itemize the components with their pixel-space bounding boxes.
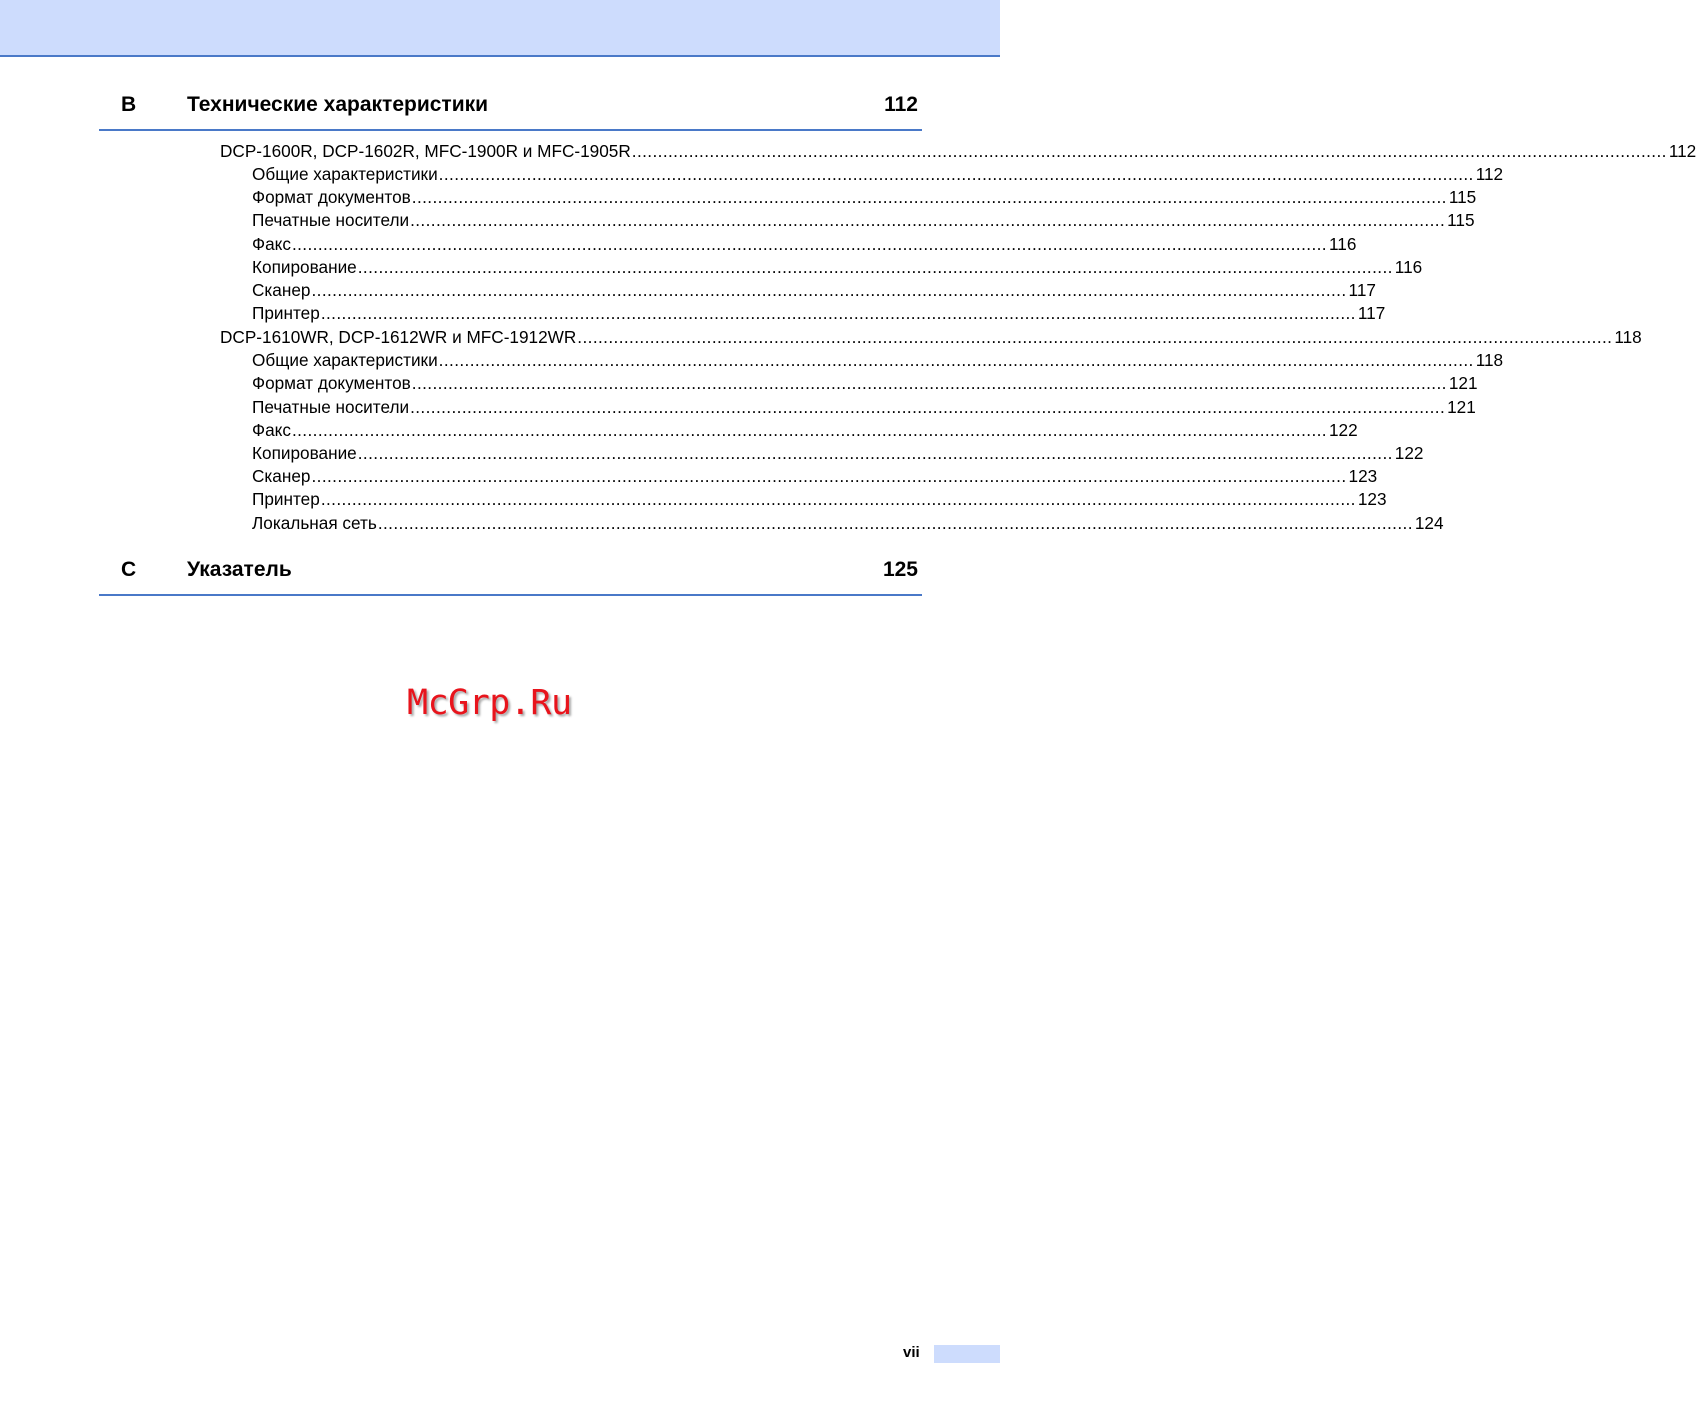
toc-entry-label: Принтер [252, 303, 320, 323]
toc-entry-label: Сканер [252, 280, 311, 300]
leader-dots: ........................................................................................................................................................................................................ [411, 373, 1447, 393]
toc-entry-page: 121 [1447, 397, 1476, 417]
toc-entry-label: Принтер [252, 489, 320, 509]
toc-section-c[interactable] [99, 558, 922, 596]
leader-dots: ........................................................................................................................................................................................................ [357, 257, 1393, 277]
toc-entry-label: Копирование [252, 257, 357, 277]
leader-dots: ........................................................................................................................................................................................................ [577, 327, 1613, 347]
toc-entry-page: 115 [1447, 210, 1475, 230]
toc-entry-scanner[interactable] [252, 277, 1376, 300]
leader-dots: ........................................................................................................................................................................................................ [410, 210, 1446, 230]
footer-tab [934, 1345, 1000, 1363]
toc-entry-page: 116 [1328, 234, 1357, 254]
leader-dots: ........................................................................................................................................................................................................ [377, 513, 1413, 533]
toc-entry-page: 117 [1357, 303, 1386, 323]
toc-entry-copy[interactable] [252, 440, 1424, 463]
leader-dots: ........................................................................................................................................................................................................ [631, 141, 1667, 161]
leader-dots: ........................................................................................................................................................................................................ [410, 397, 1446, 417]
leader-dots: ........................................................................................................................................................................................................ [438, 164, 1474, 184]
toc-entry-fax[interactable] [252, 417, 1358, 440]
leader-dots: ........................................................................................................................................................................................................ [320, 303, 1356, 323]
toc-entry-page: 118 [1475, 350, 1504, 370]
toc-entry-label: Общие характеристики [252, 164, 438, 184]
toc-entry-scanner[interactable] [252, 463, 1378, 486]
toc-entry-doc-format[interactable] [252, 184, 1477, 207]
toc-entry-dcp1610wr[interactable] [220, 324, 1642, 347]
toc-entry-page: 112 [1475, 164, 1504, 184]
toc-entry-label: Факс [252, 420, 291, 440]
toc-entry-label: Факс [252, 234, 291, 254]
section-page: 125 [882, 558, 918, 581]
leader-dots: ........................................................................................................................................................................................................ [291, 420, 1327, 440]
toc-entry-page: 121 [1448, 373, 1478, 393]
toc-entry-print-media[interactable] [252, 207, 1475, 230]
toc-entry-lan[interactable] [252, 510, 1444, 533]
toc-entry-label: Печатные носители [252, 397, 410, 417]
watermark-text: McGrp.Ru [407, 683, 572, 723]
page-number: vii [903, 1344, 920, 1361]
toc-entry-page: 122 [1328, 420, 1358, 440]
toc-entry-page: 117 [1348, 280, 1376, 300]
header-band [0, 0, 1000, 57]
toc-entry-dcp1600r[interactable] [220, 138, 1696, 161]
leader-dots: ........................................................................................................................................................................................................ [411, 187, 1447, 207]
leader-dots: ........................................................................................................................................................................................................ [311, 280, 1347, 300]
section-page: 112 [884, 93, 918, 116]
leader-dots: ........................................................................................................................................................................................................ [320, 489, 1356, 509]
leader-dots: ........................................................................................................................................................................................................ [311, 466, 1347, 486]
leader-dots: ........................................................................................................................................................................................................ [291, 234, 1327, 254]
toc-entry-page: 116 [1394, 257, 1423, 277]
toc-entry-label: Копирование [252, 443, 357, 463]
leader-dots: ........................................................................................................................................................................................................ [438, 350, 1474, 370]
toc-entry-label: Локальная сеть [252, 513, 377, 533]
section-letter: B [121, 93, 137, 116]
toc-entry-label: Формат документов [252, 373, 411, 393]
toc-entry-page: 118 [1614, 327, 1642, 347]
toc-entry-label: DCP-1600R, DCP-1602R, MFC-1900R и MFC-1905R [220, 141, 631, 161]
toc-entry-page: 122 [1394, 443, 1424, 463]
toc-entry-page: 123 [1348, 466, 1378, 486]
section-letter: C [121, 558, 137, 581]
toc-entry-general[interactable] [252, 347, 1504, 370]
toc-entry-label: Формат документов [252, 187, 411, 207]
section-title: Указатель [187, 558, 292, 581]
toc-entry-label: Общие характеристики [252, 350, 438, 370]
toc-section-b[interactable] [99, 93, 922, 131]
toc-entry-doc-format[interactable] [252, 370, 1478, 393]
toc-entry-label: Печатные носители [252, 210, 410, 230]
toc-entry-page: 124 [1414, 513, 1444, 533]
toc-entry-fax[interactable] [252, 231, 1357, 254]
toc-entry-page: 123 [1357, 489, 1387, 509]
toc-entry-printer[interactable] [252, 486, 1387, 509]
toc-entry-page: 112 [1668, 141, 1696, 161]
toc-entry-label: Сканер [252, 466, 311, 486]
section-title: Технические характеристики [187, 93, 489, 116]
toc-entry-copy[interactable] [252, 254, 1423, 277]
toc-entry-printer[interactable] [252, 300, 1386, 323]
toc-entry-page: 115 [1448, 187, 1477, 207]
toc-entry-label: DCP-1610WR, DCP-1612WR и MFC-1912WR [220, 327, 577, 347]
leader-dots: ........................................................................................................................................................................................................ [357, 443, 1393, 463]
toc-entry-general[interactable] [252, 161, 1504, 184]
toc-entry-print-media[interactable] [252, 394, 1476, 417]
